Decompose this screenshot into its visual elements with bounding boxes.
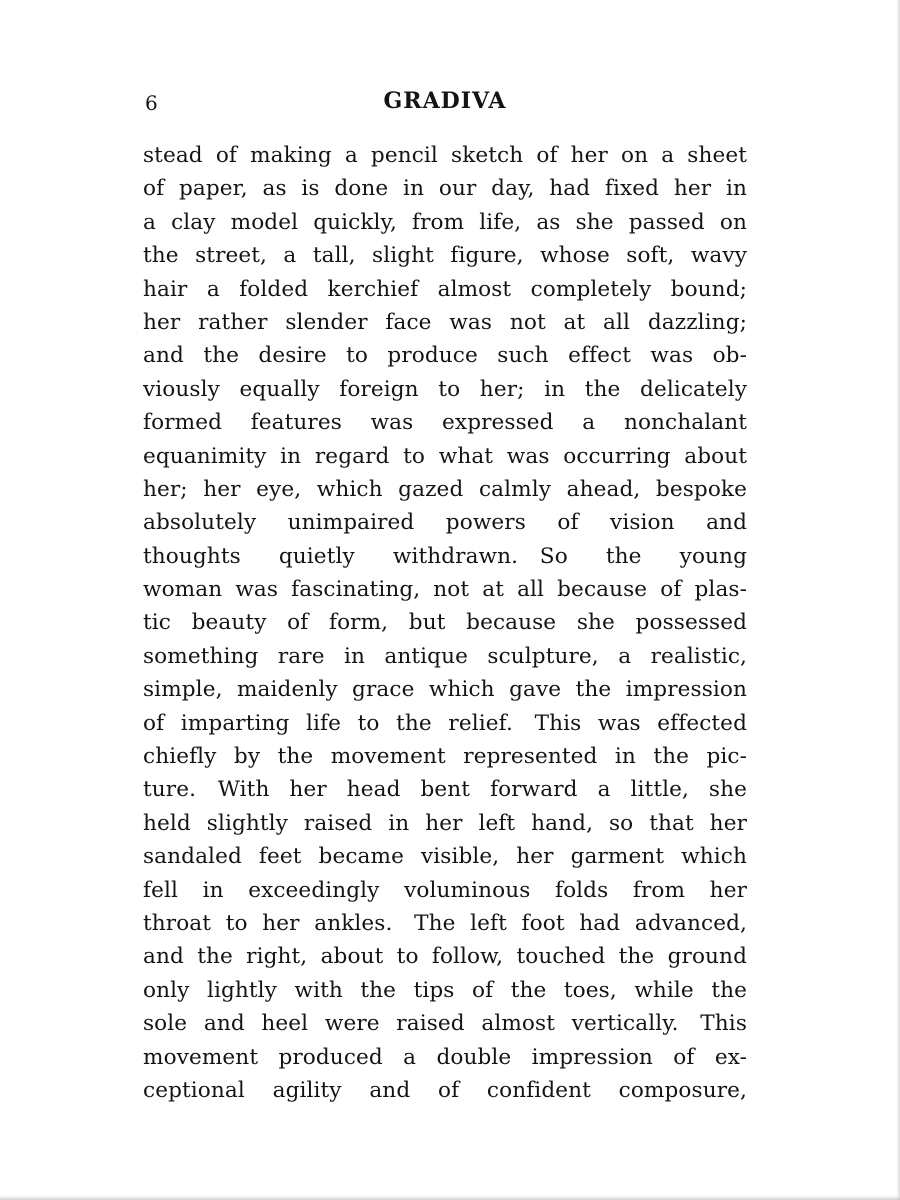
text-line: ceptional agility and of confident composure, — [143, 1077, 747, 1103]
text-line: tic beauty of form, but because she possessed — [143, 610, 747, 636]
text-line: a clay model quickly, from life, as she passed on — [143, 209, 747, 235]
text-line: throat to her ankles. The left foot had advanced, — [143, 910, 747, 936]
text-line: woman was fascinating, not at all because of plas- — [143, 577, 747, 603]
text-line: sole and heel were raised almost vertically. This — [143, 1011, 747, 1037]
text-line: of paper, as is done in our day, had fixed her in — [143, 176, 747, 202]
text-line: and the desire to produce such effect was ob- — [143, 343, 747, 369]
text-line: formed features was expressed a nonchalant — [143, 410, 747, 436]
text-line: her; her eye, which gazed calmly ahead, bespoke — [143, 476, 747, 502]
text-line: the street, a tall, slight figure, whose soft, wavy — [143, 243, 747, 269]
text-line: absolutely unimpaired powers of vision and — [143, 510, 747, 536]
page-body — [143, 139, 747, 1107]
text-line: ture. With her head bent forward a little, she — [143, 777, 747, 803]
text-line: her rather slender face was not at all dazzling; — [143, 309, 747, 335]
running-title: GRADIVA — [383, 88, 507, 114]
text-line: only lightly with the tips of the toes, while the — [143, 977, 747, 1003]
text-line: held slightly raised in her left hand, so that her — [143, 810, 747, 836]
text-line: stead of making a pencil sketch of her on a sheet — [143, 143, 747, 168]
text-line: and the right, about to follow, touched the ground — [143, 944, 747, 970]
text-line: of imparting life to the relief. This was effected — [143, 710, 747, 736]
text-line: movement produced a double impression of ex- — [143, 1044, 747, 1070]
text-line: sandaled feet became visible, her garment which — [143, 844, 747, 870]
text-line: viously equally foreign to her; in the delicately — [143, 376, 747, 402]
text-line: fell in exceedingly voluminous folds from her — [143, 877, 747, 903]
text-line: thoughts quietly withdrawn. So the young — [143, 543, 747, 569]
page-header — [143, 88, 747, 118]
text-line: hair a folded kerchief almost completely bound; — [143, 276, 747, 302]
text-line: chiefly by the movement represented in the pic- — [143, 744, 747, 770]
text-line: something rare in antique sculpture, a realistic, — [143, 643, 747, 669]
page-number: 6 — [145, 91, 158, 115]
text-line: simple, maidenly grace which gave the impression — [143, 677, 747, 703]
text-line: equanimity in regard to what was occurring about — [143, 443, 747, 469]
